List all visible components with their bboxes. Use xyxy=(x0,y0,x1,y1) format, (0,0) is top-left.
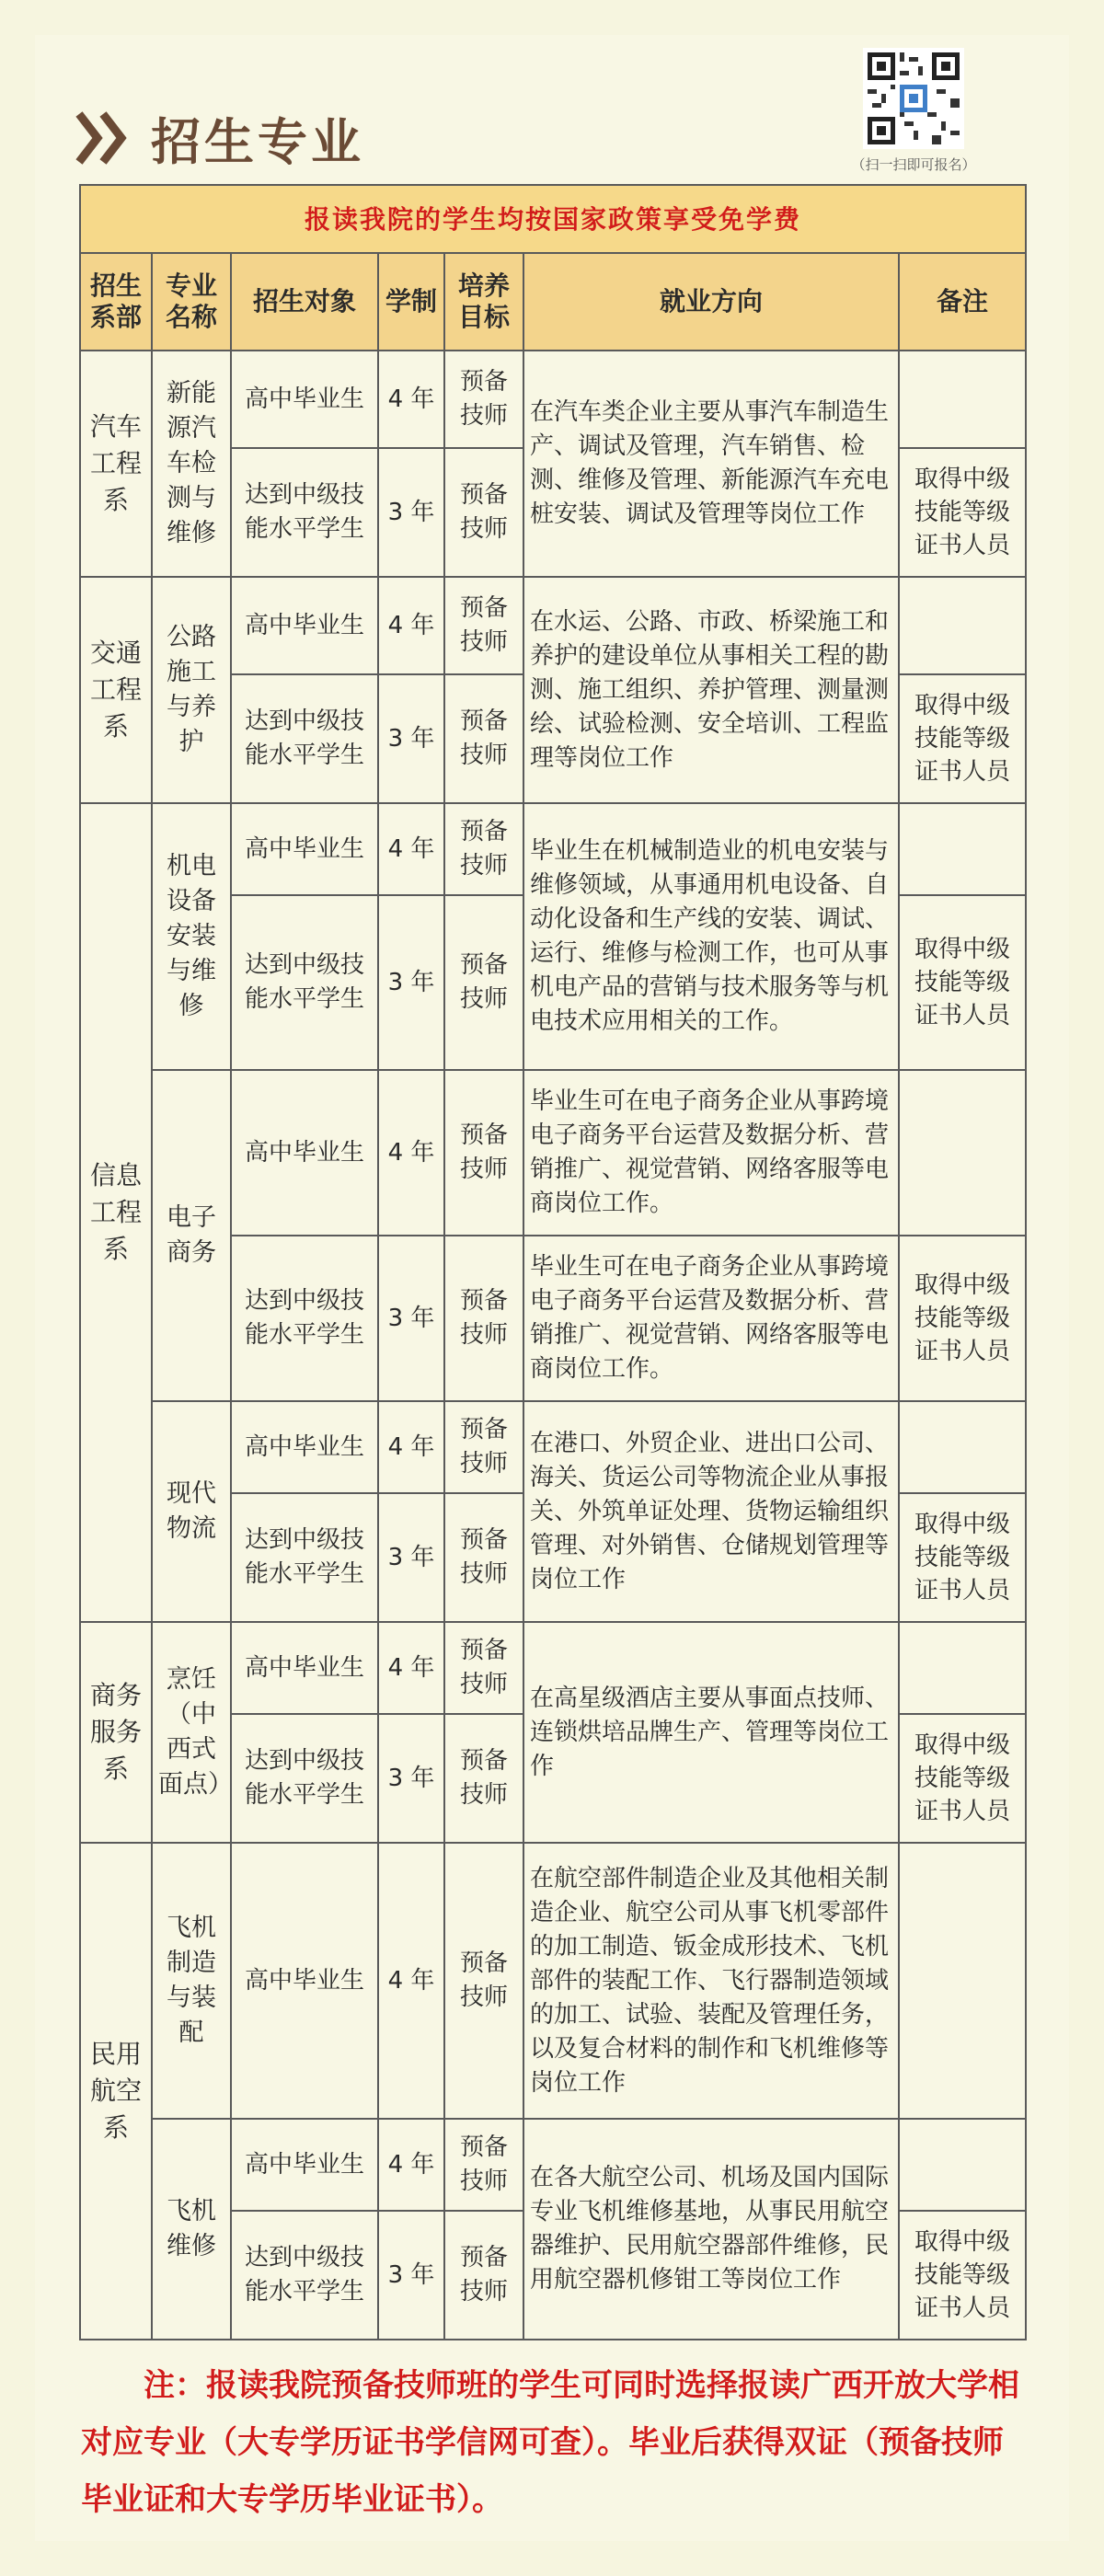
goal-cell: 预备技师 xyxy=(444,1070,523,1236)
footer-note: 注：报读我院预备技师班的学生可同时选择报读广西开放大学相对应专业（大专学历证书学信网可查）。毕业后获得双证（预备技师毕业证和大专学历毕业证书）。 xyxy=(81,2367,1019,2518)
dept-cell: 商务服务系 xyxy=(80,1622,152,1843)
dept-cell: 民用航空系 xyxy=(80,1843,152,2340)
table-row xyxy=(80,1622,1026,1714)
page-title: 招生专业 xyxy=(151,112,364,171)
jobs-cell: 毕业生可在电子商务企业从事跨境电子商务平台运营及数据分析、营销推广、视觉营销、网络客服等电商岗位工作。 xyxy=(523,1070,899,1236)
target-cell: 高中毕业生 xyxy=(231,1622,378,1714)
target-cell: 高中毕业生 xyxy=(231,1843,378,2119)
remark-cell: 取得中级技能等级证书人员 xyxy=(899,1714,1026,1843)
table-row xyxy=(80,1843,1026,2119)
remark-cell: 取得中级技能等级证书人员 xyxy=(899,448,1026,577)
header-dept: 招生系部 xyxy=(80,253,152,351)
header-target: 招生对象 xyxy=(231,253,378,351)
jobs-cell: 在水运、公路、市政、桥梁施工和养护的建设单位从事相关工程的勘测、施工组织、养护管理、测量测绘、试验检测、安全培训、工程监理等岗位工作 xyxy=(523,577,899,803)
major-cell: 飞机维修 xyxy=(152,2119,231,2340)
header-row xyxy=(80,253,1026,351)
header-duration: 学制 xyxy=(378,253,444,351)
target-cell: 高中毕业生 xyxy=(231,2119,378,2211)
header-major: 专业名称 xyxy=(152,253,231,351)
table-row xyxy=(80,803,1026,895)
duration-cell: 3 年 xyxy=(378,895,444,1070)
table-row xyxy=(80,351,1026,448)
goal-cell: 预备技师 xyxy=(444,448,523,577)
goal-cell: 预备技师 xyxy=(444,674,523,803)
goal-cell: 预备技师 xyxy=(444,1401,523,1493)
duration-cell: 4 年 xyxy=(378,1843,444,2119)
header-goal: 培养目标 xyxy=(444,253,523,351)
table-row xyxy=(80,2119,1026,2211)
major-cell: 现代物流 xyxy=(152,1401,231,1622)
goal-cell: 预备技师 xyxy=(444,1714,523,1843)
jobs-cell: 毕业生可在电子商务企业从事跨境电子商务平台运营及数据分析、营销推广、视觉营销、网络客服等电商岗位工作。 xyxy=(523,1236,899,1401)
goal-cell: 预备技师 xyxy=(444,1236,523,1401)
double-chevron-icon xyxy=(74,110,131,166)
major-cell: 机电设备安装与维修 xyxy=(152,803,231,1070)
jobs-cell: 在各大航空公司、机场及国内国际专业飞机维修基地，从事民用航空器维护、民用航空器部件维修，民用航空器机修钳工等岗位工作 xyxy=(523,2119,899,2340)
remark-cell xyxy=(899,1070,1026,1236)
major-cell: 新能源汽车检测与维修 xyxy=(152,351,231,577)
duration-cell: 3 年 xyxy=(378,1236,444,1401)
remark-cell: 取得中级技能等级证书人员 xyxy=(899,674,1026,803)
jobs-cell: 在港口、外贸企业、进出口公司、海关、货运公司等物流企业从事报关、外筑单证处理、货物运输组织管理、对外销售、仓储规划管理等岗位工作 xyxy=(523,1401,899,1622)
target-cell: 达到中级技能水平学生 xyxy=(231,674,378,803)
table-row xyxy=(80,1401,1026,1493)
majors-table xyxy=(79,184,1027,2340)
table-row xyxy=(80,1070,1026,1236)
target-cell: 高中毕业生 xyxy=(231,803,378,895)
jobs-cell: 毕业生在机械制造业的机电安装与维修领域，从事通用机电设备、自动化设备和生产线的安装、调试、运行、维修与检测工作，也可从事机电产品的营销与技术服务等与机电技术应用相关的工作。 xyxy=(523,803,899,1070)
header-remark: 备注 xyxy=(899,253,1026,351)
target-cell: 达到中级技能水平学生 xyxy=(231,1714,378,1843)
remark-cell xyxy=(899,803,1026,895)
tuition-banner: 报读我院的学生均按国家政策享受免学费 xyxy=(80,185,1026,253)
table-row xyxy=(80,577,1026,674)
goal-cell: 预备技师 xyxy=(444,2211,523,2340)
jobs-cell: 在航空部件制造企业及其他相关制造企业、航空公司从事飞机零部件的加工制造、钣金成形技术、飞机部件的装配工作、飞行器制造领域的加工、试验、装配及管理任务，以及复合材料的制作和飞机维修等岗位工作 xyxy=(523,1843,899,2119)
goal-cell: 预备技师 xyxy=(444,1493,523,1622)
goal-cell: 预备技师 xyxy=(444,577,523,674)
remark-cell xyxy=(899,2119,1026,2211)
jobs-cell: 在汽车类企业主要从事汽车制造生产、调试及管理，汽车销售、检测、维修及管理、新能源汽车充电桩安装、调试及管理等岗位工作 xyxy=(523,351,899,577)
goal-cell: 预备技师 xyxy=(444,351,523,448)
target-cell: 高中毕业生 xyxy=(231,577,378,674)
remark-cell: 取得中级技能等级证书人员 xyxy=(899,1493,1026,1622)
remark-cell xyxy=(899,1401,1026,1493)
target-cell: 达到中级技能水平学生 xyxy=(231,1493,378,1622)
remark-cell: 取得中级技能等级证书人员 xyxy=(899,895,1026,1070)
header-jobs: 就业方向 xyxy=(523,253,899,351)
goal-cell: 预备技师 xyxy=(444,895,523,1070)
remark-cell: 取得中级技能等级证书人员 xyxy=(899,2211,1026,2340)
target-cell: 达到中级技能水平学生 xyxy=(231,2211,378,2340)
duration-cell: 4 年 xyxy=(378,351,444,448)
duration-cell: 3 年 xyxy=(378,1714,444,1843)
goal-cell: 预备技师 xyxy=(444,803,523,895)
jobs-cell: 在高星级酒店主要从事面点技师、连锁烘培品牌生产、管理等岗位工作 xyxy=(523,1622,899,1843)
dept-cell: 交通工程系 xyxy=(80,577,152,803)
remark-cell xyxy=(899,1622,1026,1714)
qr-code-icon[interactable] xyxy=(863,48,964,149)
dept-cell: 汽车工程系 xyxy=(80,351,152,577)
duration-cell: 4 年 xyxy=(378,1622,444,1714)
duration-cell: 4 年 xyxy=(378,1401,444,1493)
duration-cell: 3 年 xyxy=(378,1493,444,1622)
remark-cell xyxy=(899,1843,1026,2119)
target-cell: 高中毕业生 xyxy=(231,351,378,448)
major-cell: 电子商务 xyxy=(152,1070,231,1401)
target-cell: 达到中级技能水平学生 xyxy=(231,895,378,1070)
major-cell: 公路施工与养护 xyxy=(152,577,231,803)
section-header xyxy=(74,92,364,184)
target-cell: 高中毕业生 xyxy=(231,1401,378,1493)
duration-cell: 4 年 xyxy=(378,803,444,895)
duration-cell: 4 年 xyxy=(378,1070,444,1236)
qr-caption: （扫一扫即可报名） xyxy=(851,156,976,173)
duration-cell: 3 年 xyxy=(378,448,444,577)
target-cell: 达到中级技能水平学生 xyxy=(231,1236,378,1401)
major-cell: 烹饪（中西式面点） xyxy=(152,1622,231,1843)
goal-cell: 预备技师 xyxy=(444,1622,523,1714)
dept-cell: 信息工程系 xyxy=(80,803,152,1622)
duration-cell: 3 年 xyxy=(378,674,444,803)
duration-cell: 3 年 xyxy=(378,2211,444,2340)
goal-cell: 预备技师 xyxy=(444,2119,523,2211)
goal-cell: 预备技师 xyxy=(444,1843,523,2119)
duration-cell: 4 年 xyxy=(378,2119,444,2211)
duration-cell: 4 年 xyxy=(378,577,444,674)
remark-cell xyxy=(899,351,1026,448)
target-cell: 达到中级技能水平学生 xyxy=(231,448,378,577)
banner-row xyxy=(80,185,1026,253)
target-cell: 高中毕业生 xyxy=(231,1070,378,1236)
remark-cell: 取得中级技能等级证书人员 xyxy=(899,1236,1026,1401)
major-cell: 飞机制造与装配 xyxy=(152,1843,231,2119)
remark-cell xyxy=(899,577,1026,674)
